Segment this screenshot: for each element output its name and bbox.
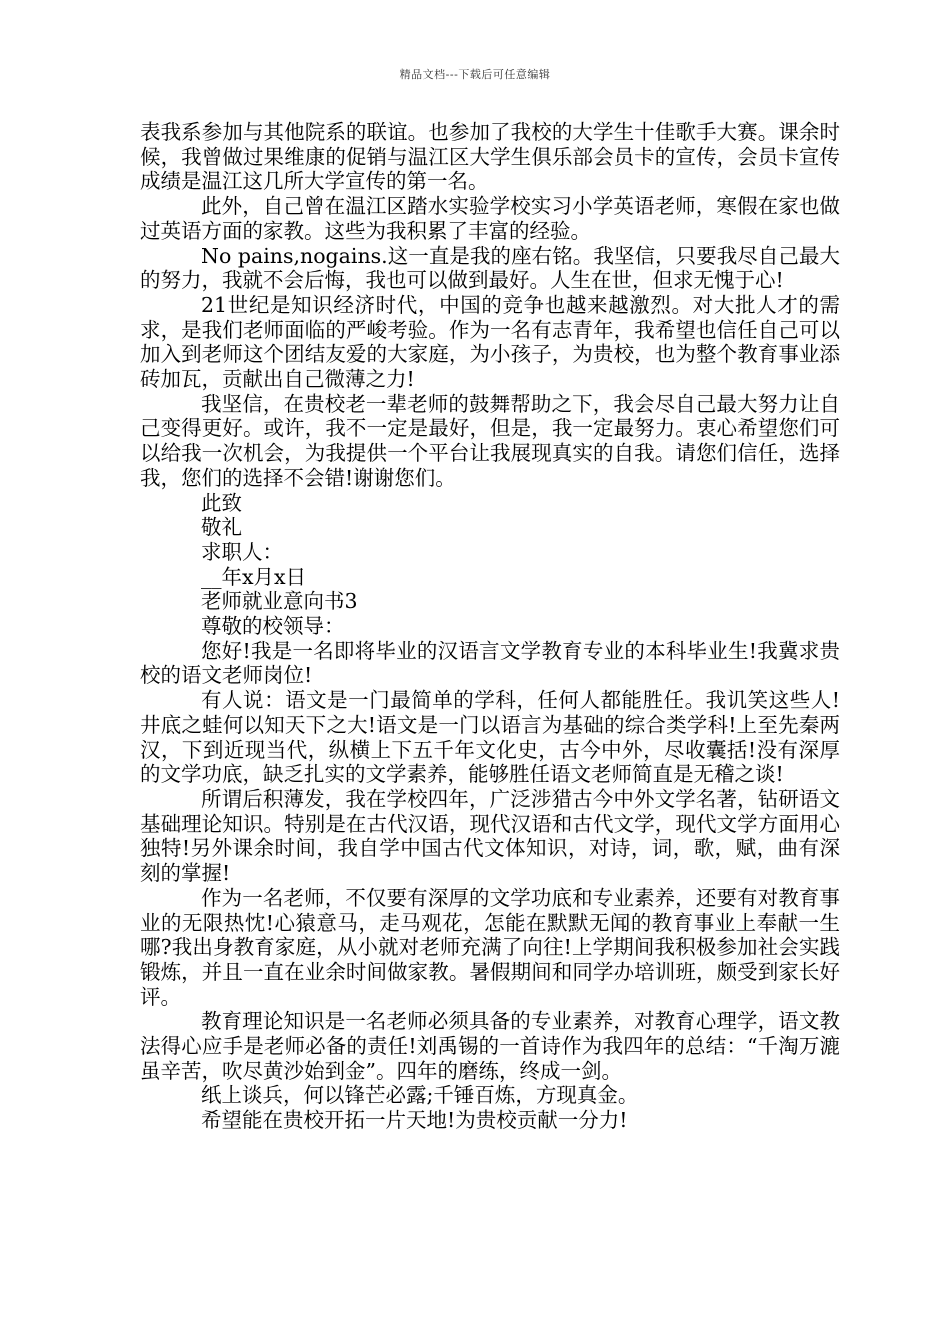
date-line: __年x月x日 [201, 564, 307, 589]
closing-line-1: 此致 [201, 490, 242, 515]
section-title: 老师就业意向书3 [201, 589, 358, 614]
closing-line-3: 纸上谈兵，何以锋芒必露;千锤百炼，方现真金。 [201, 1083, 639, 1108]
paragraph-7: 有人说：语文是一门最简单的学科，任何人都能胜任。我讥笑这些人!井底之蛙何以知天下之大!语文是一门以语言为基础的综合类学科!上至先秦两汉，下到近现当代，纵横上下五千年文化史，古今中外，尽收囊括!没有深厚的文学功底，缺乏扎实的文学素养，能够胜任语文老师简直是无稽之谈! [140, 688, 840, 787]
paragraph-10: 教育理论知识是一名老师必须具备的专业素养，对教育心理学，语文教法得心应手是老师必备的责任!刘禹锡的一首诗作为我四年的总结：“千淘万漉虽辛苦，吹尽黄沙始到金”。四年的磨练，终成一剑。 [140, 1009, 840, 1083]
paragraph-9: 作为一名老师，不仅要有深厚的文学功底和专业素养，还要有对教育事业的无限热忱!心猿意马，走马观花，怎能在默默无闻的教育事业上奉献一生哪?我出身教育家庭，从小就对老师充满了向往!上学期间我积极参加社会实践锻炼，并且一直在业余时间做家教。暑假期间和同学办培训班，颇受到家长好评。 [140, 885, 840, 1009]
applicant-line: 求职人： [201, 539, 283, 564]
paragraph-8: 所谓后积薄发，我在学校四年，广泛涉猎古今中外文学名著，钻研语文基础理论知识。特别是在古代汉语，现代汉语和古代文学，现代文学方面用心独特!另外课余时间，我自学中国古代文体知识，对诗，词，歌，赋，曲有深刻的掌握! [140, 786, 840, 886]
paragraph-4: 21世纪是知识经济时代，中国的竞争也越来越激烈。对大批人才的需求，是我们老师面临的严峻考验。作为一名有志青年，我希望也信任自己可以加入到老师这个团结友爱的大家庭，为小孩子，为贵校，也为整个教育事业添砖加瓦，贡献出自己微薄之力! [140, 292, 840, 392]
closing-line-4: 希望能在贵校开拓一片天地!为贵校贡献一分力! [201, 1108, 628, 1133]
document-body [140, 120, 840, 1133]
closing-line-2: 敬礼 [201, 515, 242, 540]
paragraph-2: 此外，自己曾在温江区踏水实验学校实习小学英语老师，寒假在家也做过英语方面的家教。这些为我积累了丰富的经验。 [140, 194, 840, 243]
paragraph-3: No pains,nogains.这一直是我的座右铭。我坚信，只要我尽自己最大的努力，我就不会后悔，我也可以做到最好。人生在世，但求无愧于心! [140, 243, 840, 293]
paragraph-6: 您好!我是一名即将毕业的汉语言文学教育专业的本科毕业生!我冀求贵校的语文老师岗位! [140, 638, 840, 688]
page-header: 精品文档---下载后可任意编辑 [399, 68, 551, 81]
paragraph-5: 我坚信，在贵校老一辈老师的鼓舞帮助之下，我会尽自己最大努力让自己变得更好。或许，我不一定是最好，但是，我一定最努力。衷心希望您们可以给我一次机会，为我提供一个平台让我展现真实的自我。请您们信任，选择我，您们的选择不会错!谢谢您们。 [140, 391, 840, 490]
paragraph-1: 表我系参加与其他院系的联谊。也参加了我校的大学生十佳歌手大赛。课余时候，我曾做过果维康的促销与温江区大学生俱乐部会员卡的宣传，会员卡宣传成绩是温江这几所大学宣传的第一名。 [140, 120, 840, 194]
salutation: 尊敬的校领导： [201, 614, 345, 639]
